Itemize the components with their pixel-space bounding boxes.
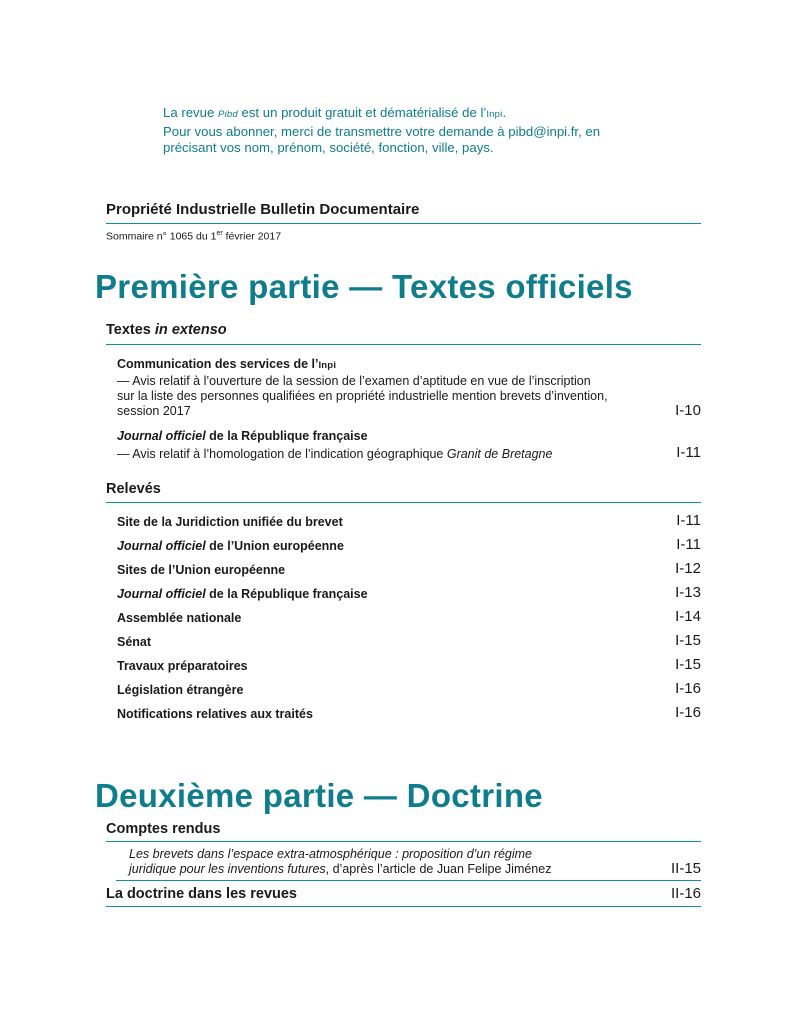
- releve-row: [117, 704, 701, 722]
- divider: [106, 502, 701, 503]
- doctrine-page: II-16: [670, 885, 701, 902]
- releve-page: I-13: [675, 584, 701, 601]
- releve-label: Journal officiel de l’Union européenne: [117, 539, 344, 553]
- releve-page: I-14: [675, 608, 701, 625]
- releve-page: I-15: [675, 656, 701, 673]
- part1-title: Première partie — Textes officiels: [95, 268, 633, 305]
- releve-row: [117, 680, 701, 698]
- releve-label: Travaux préparatoires: [117, 659, 248, 673]
- sommaire-line: Sommaire n° 1065 du 1er février 2017: [106, 230, 282, 243]
- intro-line-3: précisant vos nom, prénom, société, fonction, ville, pays.: [163, 140, 494, 155]
- compte-rendu-page: II-15: [670, 860, 701, 877]
- releve-label: Sénat: [117, 635, 152, 649]
- releve-label: Site de la Juridiction unifiée du brevet: [117, 515, 343, 529]
- releve-page: I-11: [676, 512, 701, 529]
- releve-row: [117, 512, 701, 530]
- jo-rf-page: I-11: [676, 444, 701, 461]
- intro-line-2: Pour vous abonner, merci de transmettre votre demande à pibd@inpi.fr, en: [163, 123, 601, 139]
- part2-title: Deuxième partie — Doctrine: [95, 777, 543, 814]
- releve-label: Journal officiel de la République française: [117, 587, 368, 601]
- divider: [106, 841, 701, 842]
- divider: [116, 880, 701, 881]
- communication-page: I-10: [675, 402, 701, 419]
- divider: [106, 344, 701, 345]
- communication-heading: Communication des services de l’Inpi: [117, 357, 337, 371]
- divider: [106, 223, 701, 224]
- textes-heading: Textes in extenso: [106, 322, 227, 338]
- jo-rf-heading: Journal officiel de la République française: [117, 429, 368, 443]
- releve-label: Assemblée nationale: [117, 611, 242, 625]
- releve-page: I-16: [675, 680, 701, 697]
- intro-line-1: La revue Pibd est un produit gratuit et dématérialisé de l’Inpi.: [163, 105, 507, 120]
- releves-heading: Relevés: [106, 481, 161, 497]
- releve-page: I-15: [675, 632, 701, 649]
- releve-label: Notifications relatives aux traités: [117, 707, 313, 721]
- releve-page: I-11: [676, 536, 701, 553]
- releve-page: I-12: [675, 560, 701, 577]
- jo-rf-body: — Avis relatif à l’homologation de l’indication géographique Granit de Bretagne: [117, 447, 553, 461]
- releve-row: [117, 608, 701, 626]
- releve-row: [117, 656, 701, 674]
- divider: [106, 906, 701, 907]
- intro-notice: [163, 105, 600, 157]
- doctrine-heading: La doctrine dans les revues: [106, 886, 297, 902]
- releve-page: I-16: [675, 704, 701, 721]
- releve-row: [117, 560, 701, 578]
- releve-row: [117, 584, 701, 602]
- publication-title: Propriété Industrielle Bulletin Documentaire: [106, 201, 420, 218]
- releve-label: Législation étrangère: [117, 683, 244, 697]
- compte-rendu-entry: Les brevets dans l’espace extra-atmosphérique : proposition d’un régime juridique pour les inventions futures, d’après l’article de Juan Felipe Jiménez: [129, 847, 552, 876]
- communication-body: — Avis relatif à l’ouverture de la session de l’examen d’aptitude en vue de l’inscription sur la liste des personnes qualifiées en propriété industrielle mention brevets d’invention, session 2017: [117, 374, 608, 418]
- pibd-label: Pibd: [218, 109, 238, 120]
- inpi-label: Inpi: [486, 109, 503, 120]
- releve-row: [117, 632, 701, 650]
- releve-label: Sites de l’Union européenne: [117, 563, 286, 577]
- releve-row: [117, 536, 701, 554]
- comptes-rendus-heading: Comptes rendus: [106, 821, 221, 837]
